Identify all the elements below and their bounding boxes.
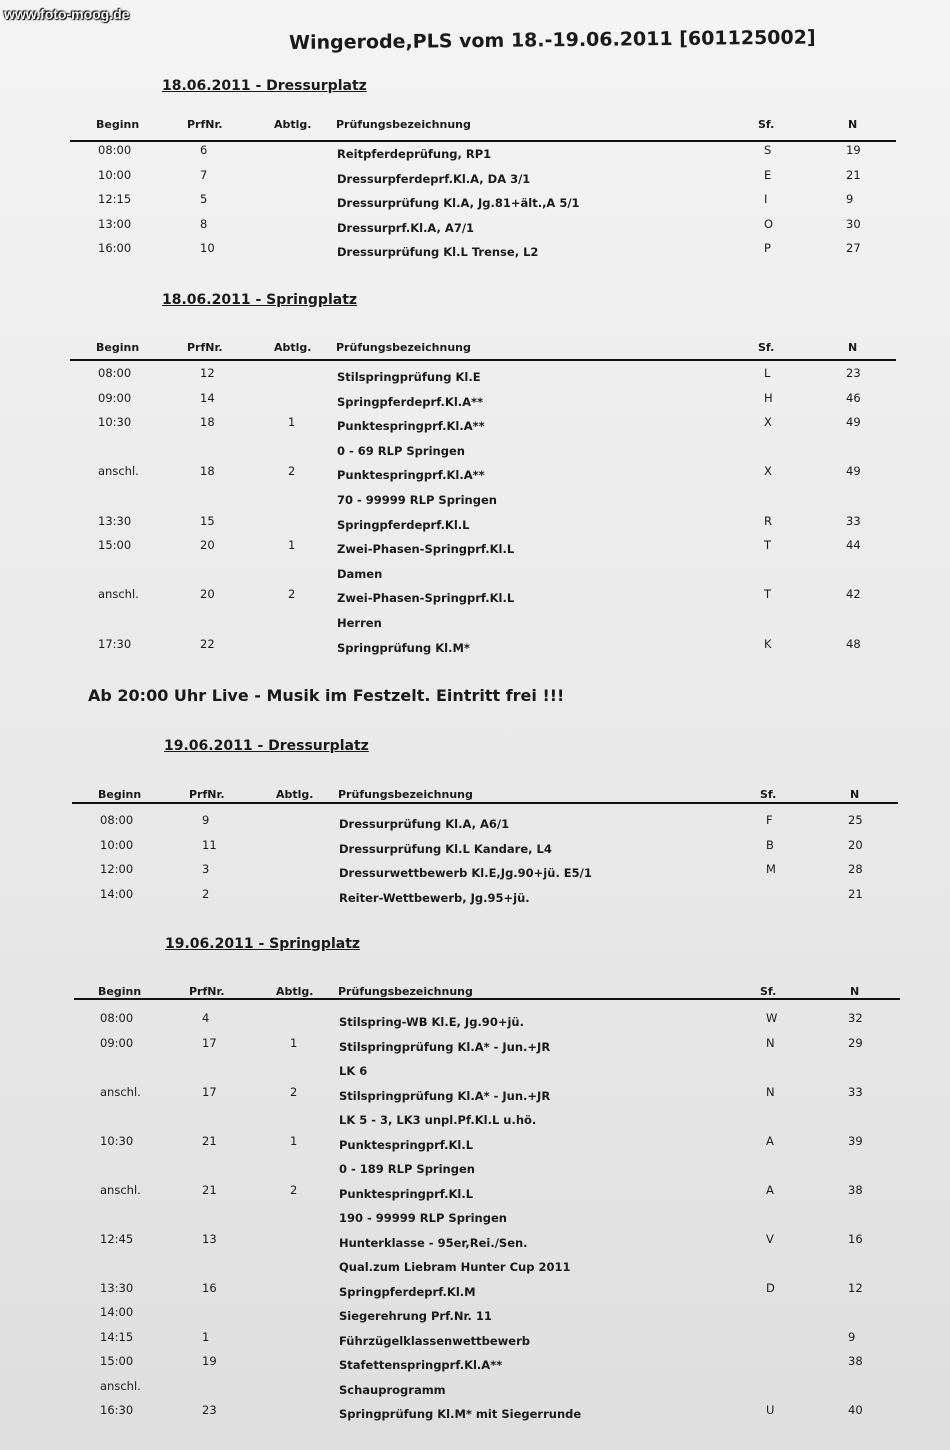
cell-n: 25 [848, 813, 863, 827]
cell-n: 9 [848, 1329, 856, 1344]
cell-n: 49 [846, 415, 861, 430]
cell-n: 48 [846, 636, 861, 651]
cell-prfnr: 18 [200, 415, 215, 430]
cell-prfnr: 23 [202, 1403, 217, 1417]
cell-beginn: 14:00 [100, 887, 134, 902]
cell-beginn: 15:00 [100, 1354, 134, 1368]
cell-sf: A [766, 1133, 774, 1148]
cell-beginn: 09:00 [98, 390, 132, 405]
cell-abtlg: 1 [288, 538, 296, 553]
cell-prfnr: 21 [202, 1182, 217, 1197]
cell-bez: 0 - 69 RLP Springen [337, 443, 465, 458]
cell-prfnr: 11 [202, 837, 217, 852]
cell-abtlg: 1 [290, 1133, 298, 1148]
cell-n: 33 [846, 513, 861, 528]
column-header-n: N [848, 341, 858, 354]
cell-n: 28 [848, 862, 863, 877]
cell-prfnr: 6 [200, 143, 208, 157]
cell-prfnr: 17 [202, 1084, 217, 1099]
cell-bez: Punktespringprf.Kl.A** [337, 468, 485, 483]
cell-beginn: 14:00 [100, 1305, 134, 1319]
cell-n: 12 [848, 1280, 863, 1295]
column-header-beginn: Beginn [96, 341, 140, 354]
cell-bez: Reiter-Wettbewerb, Jg.95+jü. [339, 891, 530, 906]
cell-prfnr: 18 [200, 464, 215, 479]
cell-abtlg: 1 [290, 1035, 298, 1050]
cell-beginn: 13:00 [98, 216, 132, 231]
cell-n: 40 [848, 1403, 863, 1417]
cell-sf: M [766, 862, 776, 877]
cell-bez: Springpferdeprf.Kl.L [337, 517, 470, 532]
cell-beginn: 13:30 [100, 1280, 134, 1295]
column-header-prfnr: PrfNr. [189, 985, 225, 998]
cell-sf: T [764, 538, 772, 553]
cell-bez: Dressurwettbewerb Kl.E,Jg.90+jü. E5/1 [339, 866, 592, 881]
cell-beginn: anschl. [98, 587, 139, 602]
cell-n: 16 [848, 1231, 863, 1246]
cell-prfnr: 8 [200, 216, 208, 231]
cell-sf: B [766, 837, 774, 852]
cell-bez: Herren [337, 616, 382, 630]
column-header-bez: Prüfungsbezeichnung [336, 341, 471, 354]
column-header-prfnr: PrfNr. [189, 788, 225, 801]
section-title: 18.06.2011 - Springplatz [162, 292, 358, 308]
cell-n: 38 [848, 1182, 863, 1197]
cell-bez: Zwei-Phasen-Springprf.Kl.L [337, 591, 515, 606]
cell-bez: Springpferdeprf.Kl.A** [337, 394, 484, 409]
cell-prfnr: 1 [202, 1329, 210, 1344]
cell-n: 21 [848, 887, 863, 902]
cell-abtlg: 2 [288, 587, 296, 602]
cell-sf: V [766, 1231, 774, 1246]
column-header-sf: Sf. [760, 788, 777, 801]
cell-sf: N [766, 1084, 775, 1099]
cell-beginn: 08:00 [98, 143, 132, 157]
cell-beginn: 08:00 [100, 1011, 134, 1025]
column-header-abtlg: Abtlg. [274, 341, 312, 354]
cell-bez: Dressurprüfung Kl.A, A6/1 [339, 817, 510, 831]
cell-prfnr: 7 [200, 167, 208, 182]
cell-n: 33 [848, 1084, 863, 1099]
cell-sf: E [764, 167, 772, 182]
cell-beginn: 10:30 [100, 1133, 134, 1148]
cell-n: 46 [846, 390, 861, 405]
column-header-beginn: Beginn [98, 985, 142, 998]
column-header-bez: Prüfungsbezeichnung [338, 985, 473, 998]
cell-n: 38 [848, 1354, 863, 1368]
section-title: 19.06.2011 - Dressurplatz [164, 738, 369, 754]
cell-n: 32 [848, 1011, 863, 1025]
cell-bez: Punktespringprf.Kl.L [339, 1137, 474, 1152]
header-rule [72, 802, 898, 804]
cell-beginn: anschl. [98, 464, 139, 479]
cell-bez: Dressurprf.Kl.A, A7/1 [337, 220, 475, 235]
cell-n: 49 [846, 464, 861, 479]
cell-sf: A [766, 1182, 774, 1197]
cell-bez: Springprüfung Kl.M* mit Siegerrunde [339, 1407, 582, 1421]
cell-n: 44 [846, 538, 861, 553]
cell-prfnr: 3 [202, 862, 210, 877]
column-header-abtlg: Abtlg. [276, 985, 314, 998]
cell-prfnr: 20 [200, 587, 215, 602]
cell-beginn: 15:00 [98, 538, 132, 553]
watermark: www.foto-moog.de [4, 6, 130, 22]
cell-abtlg: 2 [290, 1182, 298, 1197]
cell-bez: Damen [337, 566, 383, 581]
cell-beginn: 17:30 [98, 636, 132, 651]
cell-bez: 70 - 99999 RLP Springen [337, 493, 497, 507]
cell-prfnr: 17 [202, 1035, 217, 1050]
column-header-n: N [850, 788, 860, 801]
cell-sf: L [764, 366, 771, 380]
cell-sf: O [764, 216, 774, 231]
cell-bez: Führzügelklassenwettbewerb [339, 1333, 530, 1348]
cell-prfnr: 16 [202, 1280, 217, 1295]
cell-sf: K [764, 636, 772, 651]
cell-beginn: anschl. [100, 1378, 141, 1393]
cell-n: 9 [846, 192, 854, 206]
cell-bez: LK 5 - 3, LK3 unpl.Pf.Kl.L u.hö. [339, 1113, 537, 1127]
cell-beginn: 08:00 [98, 366, 132, 380]
cell-n: 29 [848, 1035, 863, 1050]
cell-beginn: 16:00 [98, 241, 132, 255]
column-header-abtlg: Abtlg. [276, 788, 314, 801]
column-header-abtlg: Abtlg. [274, 118, 312, 131]
cell-sf: U [766, 1403, 775, 1417]
column-header-n: N [850, 985, 860, 998]
cell-bez: Springpferdeprf.Kl.M [339, 1284, 476, 1299]
announcement: Ab 20:00 Uhr Live - Musik im Festzelt. Eintritt frei !!! [88, 686, 565, 705]
cell-sf: W [766, 1011, 778, 1025]
cell-bez: Dressurpferdeprf.Kl.A, DA 3/1 [337, 171, 531, 186]
cell-bez: Qual.zum Liebram Hunter Cup 2011 [339, 1260, 571, 1274]
cell-bez: Zwei-Phasen-Springprf.Kl.L [337, 542, 515, 557]
cell-prfnr: 20 [200, 538, 215, 553]
column-header-prfnr: PrfNr. [187, 118, 223, 131]
column-header-bez: Prüfungsbezeichnung [338, 788, 473, 801]
cell-n: 30 [846, 216, 861, 231]
cell-prfnr: 9 [202, 813, 210, 827]
column-header-sf: Sf. [758, 118, 775, 131]
cell-bez: Hunterklasse - 95er,Rei./Sen. [339, 1235, 528, 1250]
cell-bez: 190 - 99999 RLP Springen [339, 1211, 507, 1225]
cell-bez: Reitpferdeprüfung, RP1 [337, 147, 492, 161]
cell-sf: H [764, 390, 773, 405]
column-header-beginn: Beginn [96, 118, 140, 131]
cell-sf: F [766, 813, 773, 827]
column-header-sf: Sf. [758, 341, 775, 354]
cell-prfnr: 13 [202, 1231, 217, 1246]
cell-prfnr: 15 [200, 513, 215, 528]
cell-beginn: 12:15 [98, 192, 132, 206]
section-title: 19.06.2011 - Springplatz [165, 936, 361, 952]
column-header-beginn: Beginn [98, 788, 142, 801]
cell-sf: I [764, 192, 768, 206]
cell-beginn: anschl. [100, 1084, 141, 1099]
cell-sf: X [764, 415, 772, 430]
cell-beginn: 13:30 [98, 513, 132, 528]
cell-bez: Siegerehrung Prf.Nr. 11 [339, 1309, 492, 1323]
cell-bez: Stafettenspringprf.Kl.A** [339, 1358, 503, 1372]
cell-abtlg: 2 [288, 464, 296, 479]
cell-beginn: 10:30 [98, 415, 132, 430]
cell-abtlg: 2 [290, 1084, 298, 1099]
cell-bez: Stilspringprüfung Kl.A* - Jun.+JR [339, 1039, 551, 1054]
cell-bez: Punktespringprf.Kl.A** [337, 419, 485, 434]
cell-n: 20 [848, 837, 863, 852]
header-rule [70, 359, 896, 361]
cell-bez: Springprüfung Kl.M* [337, 640, 470, 655]
cell-beginn: 10:00 [100, 837, 134, 852]
cell-bez: Stilspringprüfung Kl.A* - Jun.+JR [339, 1088, 551, 1103]
column-header-prfnr: PrfNr. [187, 341, 223, 354]
cell-prfnr: 21 [202, 1133, 217, 1148]
column-header-bez: Prüfungsbezeichnung [336, 118, 471, 131]
cell-bez: Dressurprüfung Kl.L Kandare, L4 [339, 841, 552, 856]
cell-sf: D [766, 1280, 775, 1295]
document-title: Wingerode,PLS vom 18.-19.06.2011 [601125002] [289, 26, 816, 54]
cell-sf: P [764, 241, 771, 255]
cell-beginn: 14:15 [100, 1329, 134, 1344]
cell-n: 39 [848, 1133, 863, 1148]
cell-bez: Schauprogramm [339, 1382, 446, 1397]
cell-bez: LK 6 [339, 1064, 368, 1078]
section-title: 18.06.2011 - Dressurplatz [162, 78, 367, 94]
cell-prfnr: 10 [200, 241, 215, 255]
cell-beginn: 12:45 [100, 1231, 134, 1246]
header-rule [74, 998, 900, 1000]
cell-prfnr: 4 [202, 1011, 210, 1025]
cell-bez: Punktespringprf.Kl.L [339, 1186, 474, 1201]
cell-prfnr: 2 [202, 887, 210, 902]
cell-prfnr: 22 [200, 636, 215, 651]
cell-sf: T [764, 587, 772, 602]
cell-beginn: 08:00 [100, 813, 134, 827]
cell-n: 23 [846, 366, 861, 380]
cell-bez: Dressurprüfung Kl.A, Jg.81+ält.,A 5/1 [337, 196, 580, 210]
cell-beginn: anschl. [100, 1182, 141, 1197]
cell-prfnr: 19 [202, 1354, 217, 1368]
cell-beginn: 16:30 [100, 1403, 134, 1417]
cell-n: 27 [846, 241, 861, 255]
cell-bez: Stilspring-WB Kl.E, Jg.90+jü. [339, 1015, 524, 1029]
column-header-sf: Sf. [760, 985, 777, 998]
cell-bez: Dressurprüfung Kl.L Trense, L2 [337, 245, 539, 259]
cell-prfnr: 5 [200, 192, 208, 206]
cell-prfnr: 14 [200, 390, 215, 405]
cell-abtlg: 1 [288, 415, 296, 430]
column-header-n: N [848, 118, 858, 131]
cell-beginn: 10:00 [98, 167, 132, 182]
cell-sf: S [764, 143, 772, 157]
cell-n: 21 [846, 167, 861, 182]
cell-sf: X [764, 464, 772, 479]
cell-n: 42 [846, 587, 861, 602]
cell-n: 19 [846, 143, 861, 157]
cell-bez: 0 - 189 RLP Springen [339, 1162, 475, 1176]
header-rule [70, 140, 896, 142]
cell-prfnr: 12 [200, 366, 215, 380]
cell-sf: N [766, 1035, 775, 1050]
cell-bez: Stilspringprüfung Kl.E [337, 370, 481, 384]
cell-sf: R [764, 513, 772, 528]
cell-beginn: 09:00 [100, 1035, 134, 1050]
cell-beginn: 12:00 [100, 862, 134, 877]
